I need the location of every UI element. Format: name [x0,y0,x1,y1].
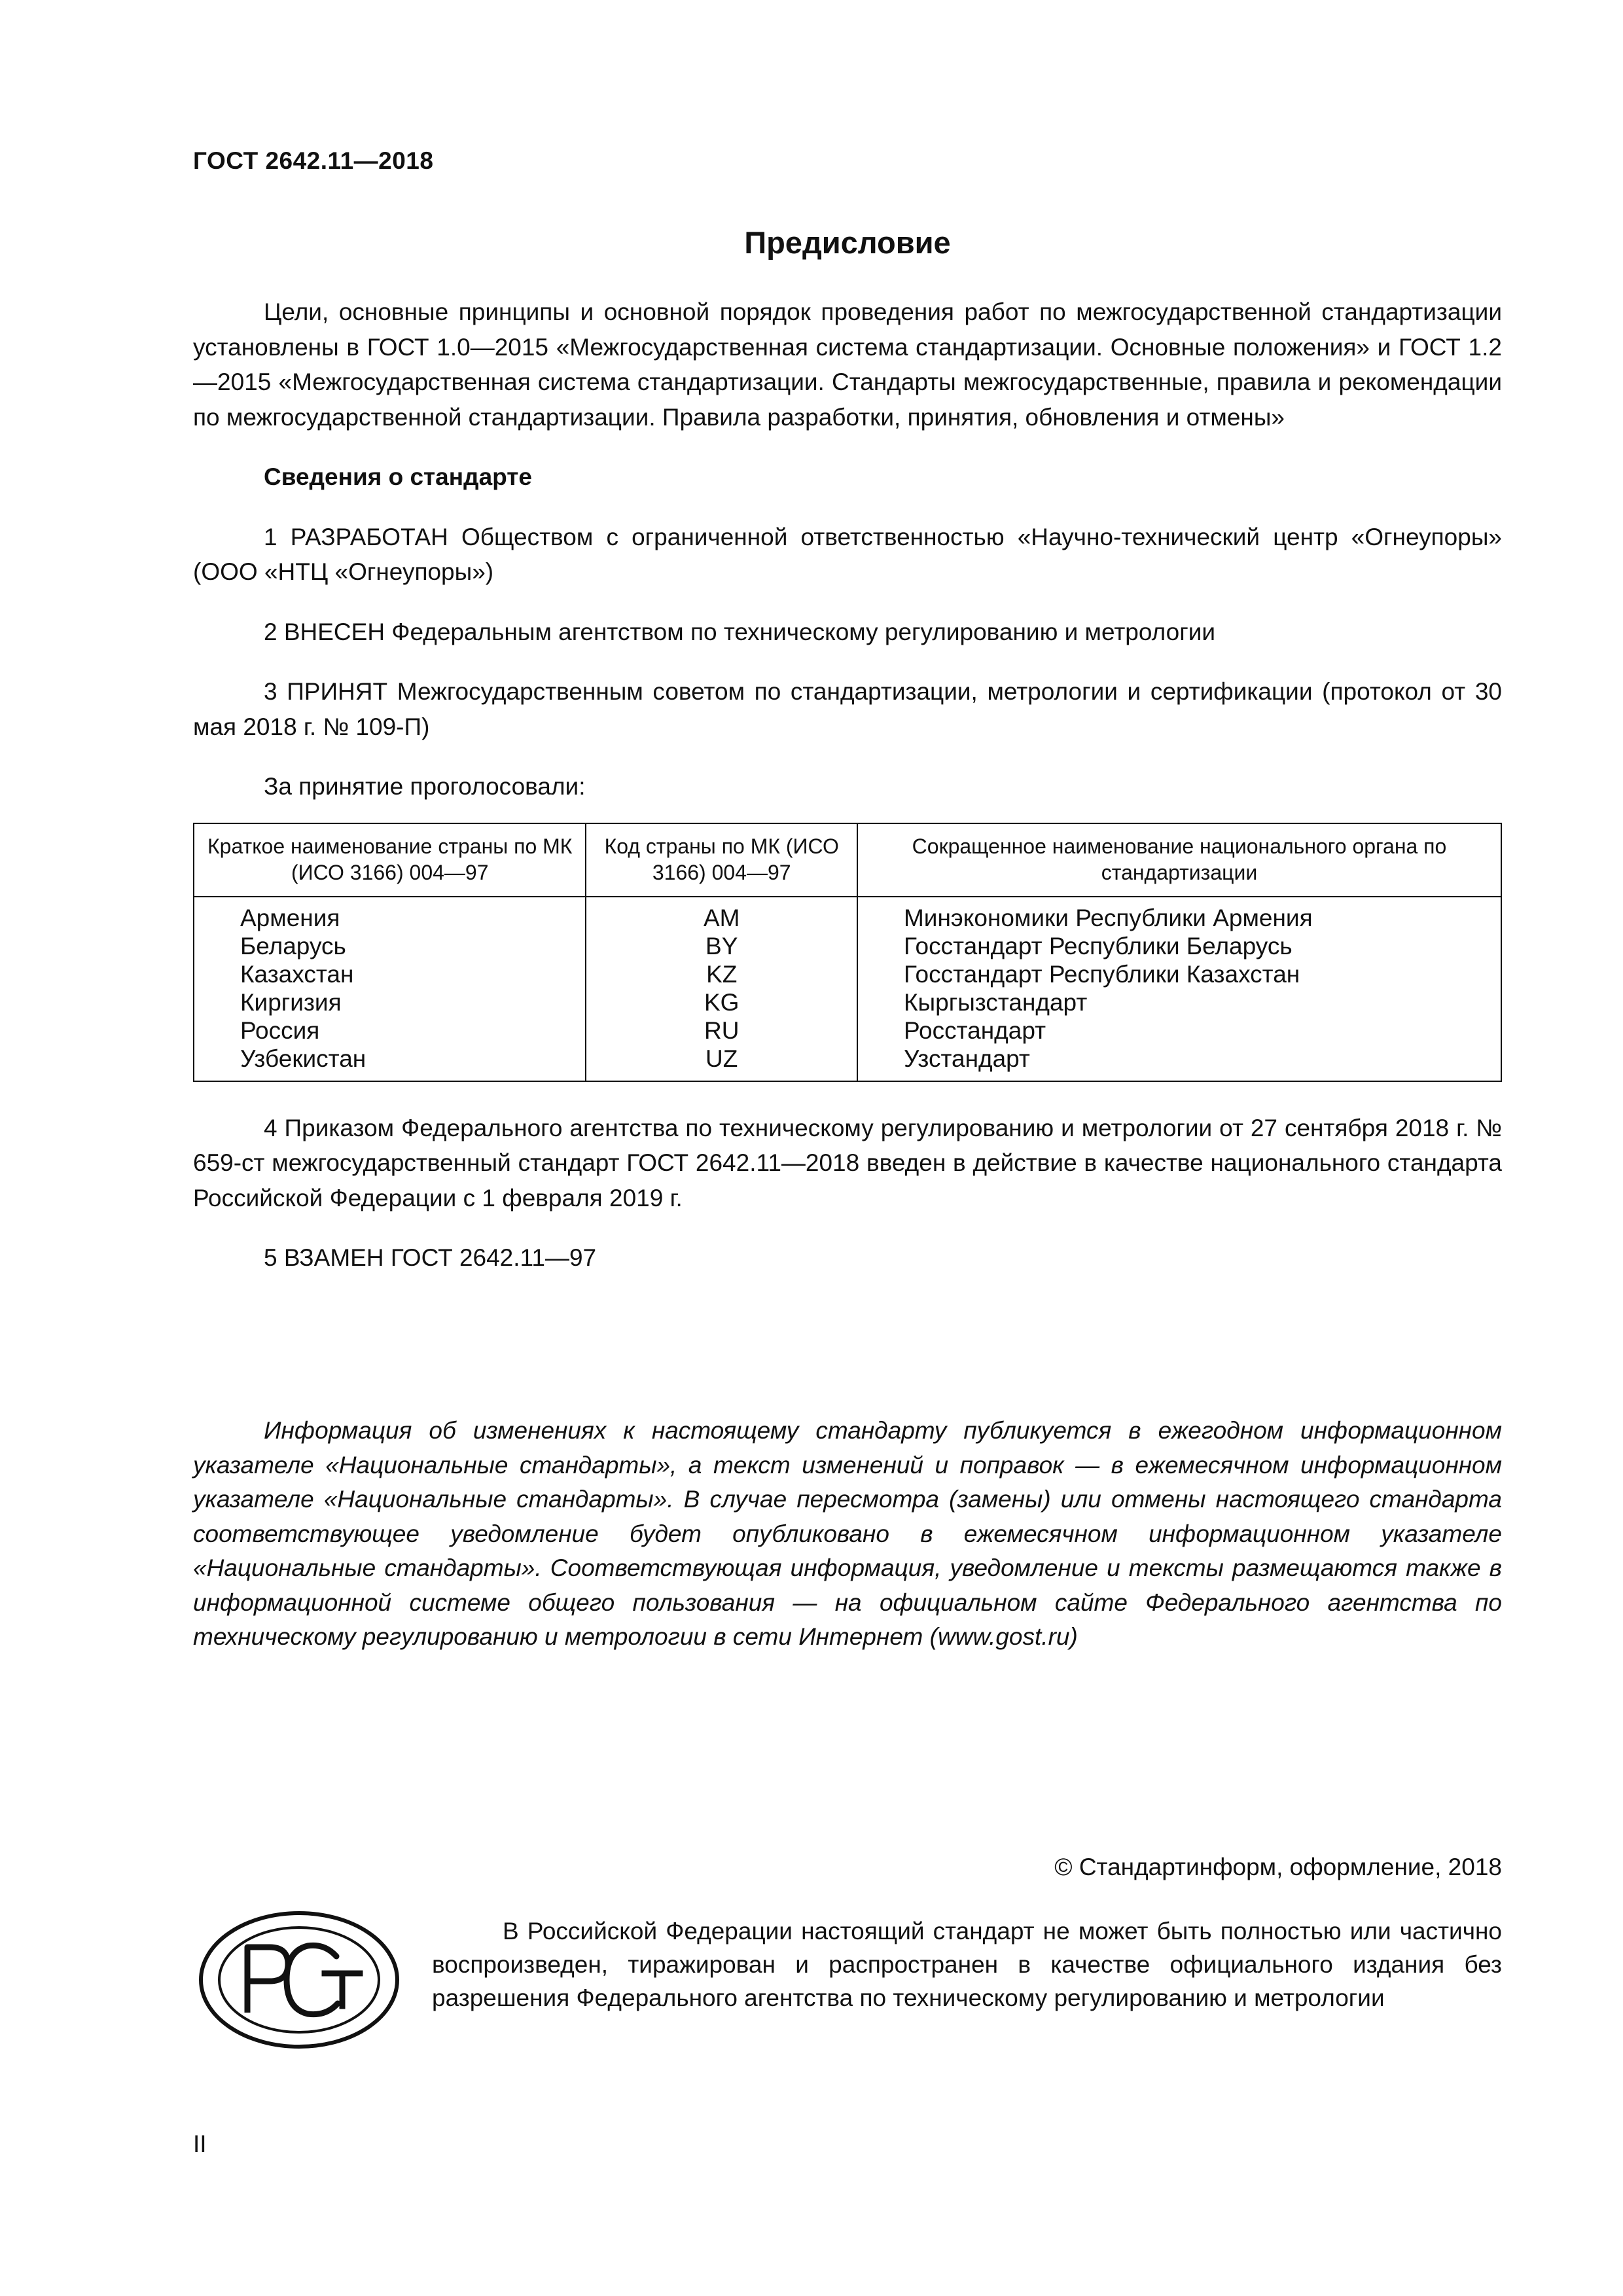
copyright-notice [432,1914,1502,2015]
cell-country: Киргизия [194,988,586,1016]
table-row [194,932,1501,960]
votes-table [193,823,1502,1082]
section-heading: Сведения о стандарте [264,463,532,490]
cell-code: RU [586,1016,857,1045]
cell-body: Госстандарт Республики Беларусь [857,932,1501,960]
intro-paragraph: Цели, основные принципы и основной порядок проведения работ по межгосударственной стандартизации установлены в ГОСТ 1.0—2015 «Межгосударственная система стандартизации. Основные положения» и ГОСТ 1.2—2015 «Межгосударственная система стандартизации. Стандарты межгосударственные, правила и рекомендации по межгосударственной стандартизации. Правила разработки, принятия, обновления и отмены» [193,298,1502,431]
item-developed: 1 РАЗРАБОТАН Обществом с ограниченной ответственностью «Научно-технический центр «Огнеупоры» (ООО «НТЦ «Огнеупоры») [193,523,1502,585]
cell-body: Госстандарт Республики Казахстан [857,960,1501,988]
standard-code: ГОСТ 2642.11—2018 [193,147,434,174]
cell-code: KZ [586,960,857,988]
page-number: II [193,2130,207,2157]
cell-country: Армения [194,897,586,932]
table-row [194,988,1501,1016]
foreword-content [193,295,1502,1300]
column-header-code: Код страны по МК (ИСО 3166) 004—97 [586,823,857,897]
cell-body: Узстандарт [857,1045,1501,1081]
column-header-country: Краткое наименование страны по МК (ИСО 3166) 004—97 [194,823,586,897]
column-header-body: Сокращенное наименование национального органа по стандартизации [857,823,1501,897]
cell-body: Минэкономики Республики Армения [857,897,1501,932]
cell-code: BY [586,932,857,960]
table-row [194,897,1501,932]
cell-body: Кыргызстандарт [857,988,1501,1016]
item-introduced: 2 ВНЕСЕН Федеральным агентством по техническому регулированию и метрологии [264,618,1216,645]
table-row [194,1045,1501,1081]
item-adopted: 3 ПРИНЯТ Межгосударственным советом по стандартизации, метрологии и сертификации (протокол от 30 мая 2018 г. № 109-П) [193,678,1502,740]
cell-code: AM [586,897,857,932]
item-replaces: 5 ВЗАМЕН ГОСТ 2642.11—97 [264,1244,597,1271]
changes-info [193,1414,1502,1655]
page-title: Предисловие [744,225,951,260]
copyright-notice-text: В Российской Федерации настоящий стандарт не может быть полностью или частично воспроизведен, тиражирован и распространен в качестве официального издания без разрешения Федерального агентства по техническому регулированию и метрологии [432,1918,1502,2011]
cell-country: Беларусь [194,932,586,960]
cell-country: Россия [194,1016,586,1045]
table-row [194,960,1501,988]
cell-code: UZ [586,1045,857,1081]
changes-info-text: Информация об изменениях к настоящему стандарту публикуется в ежегодном информационном указателе «Национальные стандарты», а текст изменений и поправок — в ежемесячном информационном указателе «Национальные стандарты». В случае пересмотра (замены) или отмены настоящего стандарта соответствующее уведомление будет опубликовано в ежемесячном информационном указателе «Национальные стандарты». Соответствующая информация, уведомление и тексты размещаются также в информационной системе общего пользования — на официальном сайте Федерального агентства по техническому регулированию и метрологии в сети Интернет (www.gost.ru) [193,1417,1502,1650]
cell-body: Росстандарт [857,1016,1501,1045]
table-row [194,1016,1501,1045]
rst-certification-mark-icon [196,1908,402,2052]
table-header-row [194,823,1501,897]
cell-country: Казахстан [194,960,586,988]
votes-intro: За принятие проголосовали: [264,773,586,800]
cell-country: Узбекистан [194,1045,586,1081]
item-enacted: 4 Приказом Федерального агентства по техническому регулированию и метрологии от 27 сентября 2018 г. № 659-ст межгосударственный стандарт ГОСТ 2642.11—2018 введен в действие в качестве национального стандарта Российской Федерации с 1 февраля 2019 г. [193,1114,1502,1211]
copyright: © Стандартинформ, оформление, 2018 [1054,1854,1502,1880]
cell-code: KG [586,988,857,1016]
